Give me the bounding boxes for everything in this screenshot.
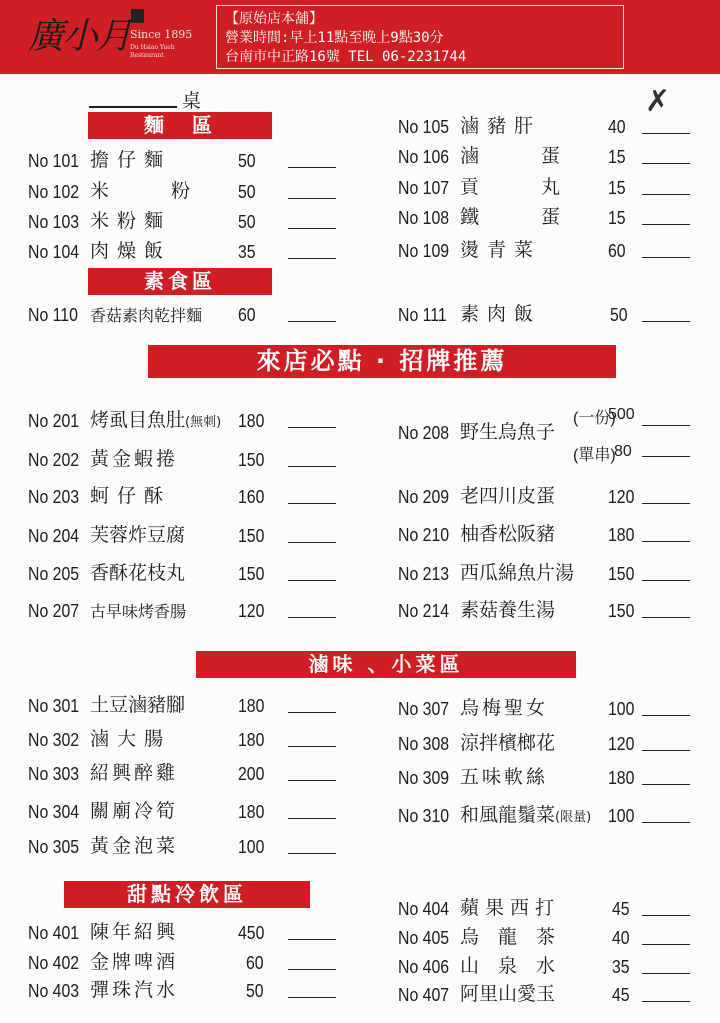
item-name: 柚香松阪豬 — [460, 523, 556, 545]
item-number: No 102 — [28, 182, 80, 202]
item-name: 黃金蝦捲 — [90, 448, 179, 470]
item-name: 貢 丸 — [460, 176, 569, 198]
quantity-blank[interactable] — [642, 944, 690, 945]
item-number: No 208 — [398, 423, 450, 443]
table-number-field[interactable] — [89, 106, 177, 108]
menu-item — [398, 952, 698, 978]
item-price: 35 — [612, 957, 630, 977]
store-branch: 【原始店本舖】 — [225, 11, 323, 27]
item-price: 35 — [238, 242, 256, 262]
menu-item — [28, 559, 348, 585]
item-number: No 305 — [28, 837, 80, 857]
item-price: 100 — [608, 699, 635, 719]
store-info-box — [216, 5, 624, 69]
menu-item — [398, 482, 698, 508]
address-phone: 台南市中正路16號 TEL 06-2231744 — [225, 49, 467, 65]
item-number: No 105 — [398, 117, 450, 137]
item-price: 60 — [238, 305, 256, 325]
seal-icon — [131, 9, 144, 23]
menu-item — [398, 596, 698, 622]
item-name: 滷大腸 — [90, 728, 172, 750]
header-bar — [0, 0, 720, 74]
quantity-blank[interactable] — [642, 715, 690, 716]
section-braised: 滷味 、小菜區 — [196, 651, 576, 678]
menu-item — [398, 173, 698, 199]
quantity-blank[interactable] — [288, 580, 336, 581]
item-price: 60 — [246, 953, 264, 973]
item-number: No 403 — [28, 981, 80, 1001]
item-price: 60 — [608, 241, 626, 261]
menu-item — [28, 146, 348, 172]
item-number: No 404 — [398, 899, 450, 919]
quantity-blank[interactable] — [642, 257, 690, 258]
item-number: No 109 — [398, 241, 450, 261]
quantity-blank[interactable] — [288, 542, 336, 543]
item-note: (一份) — [573, 410, 616, 427]
section-noodles: 麵 區 — [88, 112, 272, 139]
item-name: 野生烏魚子 — [460, 421, 556, 443]
quantity-blank[interactable] — [288, 198, 336, 199]
menu-item — [398, 763, 698, 789]
item-number: No 303 — [28, 764, 80, 784]
menu-item — [28, 596, 348, 622]
quantity-blank[interactable] — [288, 746, 336, 747]
item-name: 滷豬肝 — [460, 115, 542, 137]
item-number: No 407 — [398, 985, 450, 1005]
item-number: No 104 — [28, 242, 80, 262]
item-number: No 107 — [398, 178, 450, 198]
quantity-blank[interactable] — [288, 321, 336, 322]
item-price: 45 — [612, 899, 630, 919]
item-name: 山 泉 水 — [460, 955, 556, 977]
item-price: 180 — [238, 411, 265, 431]
item-price: 180 — [608, 525, 635, 545]
item-number: No 111 — [398, 305, 447, 325]
item-number: No 401 — [28, 923, 80, 943]
menu-item — [398, 520, 698, 546]
item-price: 120 — [608, 734, 635, 754]
item-price-2: 80 — [614, 443, 632, 460]
item-name: 關廟冷筍 — [90, 800, 179, 822]
item-name: 陳年紹興 — [90, 921, 179, 943]
quantity-blank[interactable] — [642, 973, 690, 974]
item-price: 100 — [608, 806, 635, 826]
menu-item — [28, 691, 348, 717]
item-price: 180 — [608, 768, 635, 788]
item-price: 45 — [612, 985, 630, 1005]
item-number: No 309 — [398, 768, 450, 788]
item-number: No 406 — [398, 957, 450, 977]
item-number: No 307 — [398, 699, 450, 719]
item-price: 150 — [608, 601, 635, 621]
item-price: 50 — [238, 212, 256, 232]
item-name-text: 烤虱目魚肚 — [90, 409, 186, 431]
menu-item — [28, 759, 348, 785]
item-price: 100 — [238, 837, 265, 857]
item-name: 彈珠汽水 — [90, 979, 179, 1001]
item-price: 50 — [238, 151, 256, 171]
item-name: 涼拌檳榔花 — [460, 732, 556, 754]
menu-item — [28, 521, 348, 547]
menu-item — [28, 207, 348, 233]
item-number: No 108 — [398, 208, 450, 228]
quantity-blank[interactable] — [642, 321, 690, 322]
quantity-blank[interactable] — [288, 228, 336, 229]
item-price: 40 — [608, 117, 626, 137]
item-name: 米 粉 — [90, 180, 199, 202]
menu-item — [398, 729, 698, 755]
item-price: 150 — [608, 564, 635, 584]
quantity-blank[interactable] — [288, 167, 336, 168]
item-name: 擔仔麵 — [90, 149, 172, 171]
item-price: 120 — [238, 601, 265, 621]
menu-item — [28, 482, 348, 508]
menu-item — [28, 237, 348, 263]
menu-item — [398, 203, 698, 229]
item-name: 香酥花枝丸 — [90, 562, 186, 584]
quantity-blank[interactable] — [288, 712, 336, 713]
quantity-blank[interactable] — [642, 915, 690, 916]
item-number: No 310 — [398, 806, 450, 826]
item-name: 西瓜綿魚片湯 — [460, 562, 575, 584]
item-name: 米粉麵 — [90, 210, 172, 232]
business-hours: 營業時間:早上11點至晚上9點30分 — [225, 30, 444, 46]
quantity-blank[interactable] — [642, 503, 690, 504]
item-name — [90, 405, 221, 432]
menu-item — [398, 559, 698, 585]
item-price: 180 — [238, 696, 265, 716]
item-price: 50 — [246, 981, 264, 1001]
menu-item — [28, 797, 348, 823]
item-note: (限量) — [555, 810, 592, 825]
menu-item — [28, 948, 348, 974]
item-name: 五味軟絲 — [460, 766, 549, 788]
item-price: 450 — [238, 923, 265, 943]
quantity-blank-2[interactable] — [642, 456, 690, 457]
item-name: 鐵 蛋 — [460, 206, 569, 228]
restaurant-tagline: Du Hsiao Yueh Restaurant — [130, 44, 175, 59]
item-note-2: (單串) — [573, 447, 616, 464]
item-number: No 207 — [28, 601, 80, 621]
item-price: 150 — [238, 526, 265, 546]
quantity-blank[interactable] — [288, 969, 336, 970]
quantity-blank[interactable] — [288, 617, 336, 618]
menu-item — [28, 406, 348, 432]
item-note: (無刺) — [185, 415, 222, 430]
item-number: No 301 — [28, 696, 80, 716]
item-name: 烏梅聖女 — [460, 697, 549, 719]
quantity-blank[interactable] — [288, 939, 336, 940]
item-number: No 210 — [398, 525, 450, 545]
item-name: 金牌啤酒 — [90, 951, 179, 973]
item-price: 180 — [238, 730, 265, 750]
item-price: 40 — [612, 928, 630, 948]
item-name: 蘋果西打 — [460, 897, 561, 919]
quantity-blank[interactable] — [288, 997, 336, 998]
menu-item — [398, 801, 698, 827]
quantity-blank[interactable] — [288, 466, 336, 467]
item-price: 150 — [238, 450, 265, 470]
item-name: 燙青菜 — [460, 239, 542, 261]
section-featured: 來店必點 · 招牌推薦 — [148, 345, 616, 378]
menu-item — [398, 894, 698, 920]
item-name: 肉燥飯 — [90, 240, 172, 262]
item-price: 120 — [608, 487, 635, 507]
handwritten-x-mark: ✗ — [645, 84, 671, 119]
item-number: No 106 — [398, 147, 450, 167]
item-number: No 110 — [28, 305, 78, 325]
item-number: No 302 — [28, 730, 80, 750]
quantity-blank[interactable] — [642, 541, 690, 542]
quantity-blank[interactable] — [642, 133, 690, 134]
quantity-blank[interactable] — [288, 780, 336, 781]
quantity-blank[interactable] — [642, 822, 690, 823]
table-label: 桌 — [182, 90, 202, 112]
quantity-blank[interactable] — [642, 750, 690, 751]
item-number: No 213 — [398, 564, 450, 584]
menu-item — [398, 236, 698, 262]
item-number: No 209 — [398, 487, 450, 507]
item-price: 50 — [238, 182, 256, 202]
item-price: 150 — [238, 564, 265, 584]
item-number: No 205 — [28, 564, 80, 584]
quantity-blank[interactable] — [288, 818, 336, 819]
item-number: No 204 — [28, 526, 80, 546]
item-number: No 101 — [28, 151, 80, 171]
menu-item — [28, 725, 348, 751]
item-name: 蚵仔酥 — [90, 485, 172, 507]
item-name: 滷 蛋 — [460, 145, 569, 167]
menu-item — [398, 142, 698, 168]
item-name — [460, 800, 591, 827]
since-year: Since 1895 — [130, 28, 193, 41]
item-number: No 304 — [28, 802, 80, 822]
item-price: 200 — [238, 764, 265, 784]
section-vegetarian: 素食區 — [88, 268, 272, 295]
quantity-blank[interactable] — [288, 427, 336, 428]
quantity-blank[interactable] — [288, 258, 336, 259]
item-number: No 214 — [398, 601, 450, 621]
item-name: 素菇養生湯 — [460, 599, 556, 621]
menu-item — [28, 832, 348, 858]
item-number: No 402 — [28, 953, 80, 973]
item-price: 15 — [608, 208, 626, 228]
item-name: 阿里山愛玉 — [460, 983, 556, 1005]
item-name: 芙蓉炸豆腐 — [90, 524, 186, 546]
item-name: 素肉飯 — [460, 303, 542, 325]
menu-item — [28, 445, 348, 471]
item-name: 古早味烤香腸 — [90, 602, 187, 621]
quantity-blank[interactable] — [642, 224, 690, 225]
menu-item — [28, 300, 348, 326]
item-number: No 201 — [28, 411, 80, 431]
quantity-blank[interactable] — [642, 1001, 690, 1002]
quantity-blank[interactable] — [642, 617, 690, 618]
item-name: 土豆滷豬腳 — [90, 694, 186, 716]
item-name: 黃金泡菜 — [90, 835, 179, 857]
quantity-blank[interactable] — [642, 784, 690, 785]
quantity-blank[interactable] — [642, 194, 690, 195]
menu-item — [398, 300, 698, 326]
item-name: 老四川皮蛋 — [460, 485, 556, 507]
menu-item — [398, 112, 698, 138]
item-price: 160 — [238, 487, 265, 507]
item-name: 紹興醉雞 — [90, 762, 179, 784]
restaurant-logo: 廣小月 — [28, 16, 131, 57]
menu-item — [398, 923, 698, 949]
item-number: No 103 — [28, 212, 80, 232]
item-name-text: 和風龍鬚菜 — [460, 804, 556, 826]
item-number: No 308 — [398, 734, 450, 754]
item-price: 500 — [608, 406, 635, 423]
section-drinks: 甜點冷飲區 — [64, 881, 310, 908]
item-name: 香菇素肉乾拌麵 — [90, 306, 203, 325]
item-price: 50 — [610, 305, 628, 325]
menu-item — [398, 694, 698, 720]
quantity-blank[interactable] — [642, 163, 690, 164]
item-name: 烏 龍 茶 — [460, 926, 556, 948]
quantity-blank[interactable] — [288, 503, 336, 504]
menu-item — [28, 918, 348, 944]
item-number: No 202 — [28, 450, 80, 470]
item-number: No 405 — [398, 928, 450, 948]
menu-item — [398, 418, 698, 444]
quantity-blank[interactable] — [288, 853, 336, 854]
item-price: 15 — [608, 147, 626, 167]
item-price: 15 — [608, 178, 626, 198]
item-price: 180 — [238, 802, 265, 822]
menu-item — [398, 980, 698, 1006]
quantity-blank[interactable] — [642, 425, 690, 426]
menu-item — [28, 976, 348, 1002]
quantity-blank[interactable] — [642, 580, 690, 581]
menu-item — [28, 177, 348, 203]
item-number: No 203 — [28, 487, 80, 507]
